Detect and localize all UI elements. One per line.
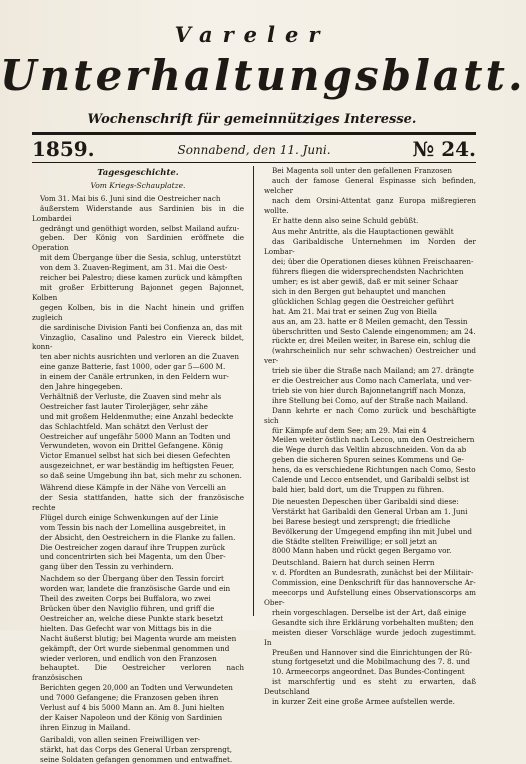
issue-number: № 24. [412,137,476,161]
text-line: Die neuesten Depeschen über Garibaldi sind diese: [272,496,459,506]
text-line: überschritten und Sesto Calende eingenommen; am 24. [272,326,476,336]
text-line: 10. Armeecorps angeordnet. Das Bundes-Contingent [272,667,465,677]
text-line: sich in den Bergen gut behauptet und manchen [272,286,446,296]
text-line: Aus mehr Antritte, als die Hauptactionen gewählt [272,227,454,237]
paragraph [264,558,476,707]
text-line: geben die sicheren Spuren seines Kommens und Ge- [272,455,464,465]
text-line: Nacht äußerst blutig; bei Magenta wurde am meisten [40,633,237,643]
text-line: die Städte stellten Freiwillige; er soll jetzt an [272,536,438,546]
text-line: und concentrirten sich bei Magenta, um den Über- [40,552,226,562]
text-line: Meilen weiter östlich nach Lecco, um den Oestreichern [272,435,475,445]
text-line: vom Tessin bis nach der Lomellina ausgebreitet, in [40,522,226,532]
text-line: Verstärkt hat Garibaldi den General Urban am 1. Juni [272,506,468,516]
text-line: Oestreicher auf ungefähr 5000 Mann an Todten und [40,431,231,441]
text-line: trieb sie von hier durch Bajonnetangriff nach Monza, [272,385,466,395]
text-line: und 7000 Gefangene; die Franzosen geben ihren [40,693,219,703]
text-line: rhein vorgeschlagen. Derselbe ist der Art, daß einige [272,607,467,617]
text-line: Oestreicher fast lauter Tirolerjäger, sehr zähe [40,401,208,411]
text-line: das Schlachtfeld. Man schätzt den Verlust der [40,421,209,431]
text-line: Theil des zweiten Corps bei Buffalora, wo zwei [40,594,211,604]
text-line: (wahrscheinlich nur sehr schwachen) Oestreicher und ver- [264,346,476,366]
text-line: äußerstem Widerstande aus Sardinien bis in die Lombardei [32,203,244,223]
text-line: von dem 3. Zuaven-Regiment, am 31. Mai die Oest- [40,263,228,273]
text-line: worden war, landete die französische Garde und ein [40,584,231,594]
text-line: das Garibaldische Unternehmen im Norden der Lombar- [264,237,476,257]
section-title: Tagesgeschichte. [97,168,179,178]
text-line: gedrängt und genöthigt worden, selbst Mailand aufzu- [40,223,240,233]
text-line: hens, da es verschiedene Richtungen nach Como, Sesto [272,465,476,475]
masthead-small-title: Vareler [174,22,330,47]
text-line: rückte er, drei Meilen weiter, in Barese ein, schlug die [272,336,471,346]
masthead-subtitle: Wochenschrift für gemeinnütziges Interesse. [87,112,417,127]
paragraph [264,227,476,494]
text-line: bei Barese besiegt und zersprengt; die friedliche [272,516,451,526]
text-line: Dann kehrte er nach Como zurück und beschäftigte sich [264,405,476,425]
text-line: der Absicht, den Oestreichern in die Flanke zu fallen. [40,532,236,542]
header-rule-bottom [32,162,476,163]
text-line: Verlust auf 4 bis 5000 Mann an. Am 8. Juni hielten [40,703,225,713]
text-line: Calende und Lecco entsendet, und Garibaldi selbst ist [272,475,470,485]
text-line: meecorps und Aufstellung eines Observationscorps am Ober- [264,588,476,607]
paragraph [264,166,476,225]
text-line: v. d. Pfordten an Bundesrath, zunächst bei der Militair- [272,568,474,578]
text-line: führers fliegen die widersprechendsten Nachrichten [272,267,464,277]
text-line: hielten. Das Gefecht war von Mittags bis in die [40,623,212,633]
dateline [32,137,476,161]
text-line: der Sesia stattfanden, hatte sich der französische rechte [32,493,244,512]
paragraph [32,194,244,481]
text-line: geben. Der König von Sardinien eröffnete die Operation [32,233,244,253]
text-line: auch der famose General Espinasse sich befinden, welcher [264,175,476,195]
text-line: ten aber nichts ausrichten und verloren an die Zuaven [40,352,240,362]
paragraph [32,574,244,733]
text-line: Oestreicher an, welche diese Punkte stark besetzt [40,613,224,623]
text-line: er die Oestreicher aus Como nach Camerlata, und ver- [272,376,472,386]
text-line: Verwundeten, wovon ein Drittel Gefangene. König [40,441,224,451]
text-line: Während diese Kämpfe in der Nähe von Vercelli an [40,483,226,493]
text-line: Flügel durch einige Schwenkungen auf der Linie [40,512,219,522]
text-line: seine Soldaten gefangen genommen und entwaffnet. [40,754,233,764]
text-line: in einem der Canäle ertrunken, in den Feldern wur- [40,372,229,382]
text-line: ist marschfertig und es steht zu erwarten, daß Deutschland [264,677,476,697]
masthead-title: Unterhaltungsblatt. [0,51,526,100]
text-line: Gesandte sich ihre Erklärung vorbehalten mußten; den [272,617,474,627]
text-line: Garibaldi, von allen seinen Freiwilligen ver- [40,734,201,744]
text-line: wieder verloren, und endlich von den Franzosen [40,653,217,663]
text-line: so daß seine Umgebung ihn bat, sich mehr zu schonen. [40,471,242,481]
text-line: bald hier, bald dort, um die Truppen zu führen. [272,485,444,494]
text-line: reicher bei Palestro; diese kamen zurück und kämpften [40,273,243,283]
text-line: mit großer Erbitterung Bajonnet gegen Bajonnet, Kolben [32,282,244,302]
text-line: die Wege durch das Veltlin abzuschneiden. Von da ab [272,445,467,455]
text-line: der Kaiser Napoleon und der König von Sardinien [40,712,223,722]
text-line: nach dem Orsini-Attentat ganz Europa mißregieren wollte. [264,195,476,215]
text-line: ihre Stellung bei Como, auf der Straße nach Mailand. [272,395,468,405]
section-subtitle: Vom Kriegs-Schauplatze. [90,180,186,190]
text-line: behauptet. Die Oestreicher verloren nach französischen [32,663,244,683]
text-line: und mit großem Heldenmuthe; eine Anzahl bedeckte [40,411,234,421]
text-line: den Jahre hingegeben. [40,382,123,392]
text-line: dei; über die Operationen dieses kühnen Freischaaren- [272,257,474,267]
text-line: Preußen und Hannover sind die Einrichtungen der Rü- [272,647,472,657]
article-columns [32,166,476,764]
text-line: umher; es ist aber gewiß, daß er mit seiner Schaar [272,276,459,286]
text-line: Er hatte denn also seine Schuld gebüßt. [272,215,419,225]
paragraph [264,497,476,556]
text-line: die sardinische Division Fanti bei Confienza an, das mit [40,322,243,332]
text-line: Vom 31. Mai bis 6. Juni sind die Oestreicher nach [40,193,221,203]
header-rule-top [32,132,476,135]
text-line: Brücken über den Naviglio führen, und griff die [40,603,215,613]
left-column [32,166,244,764]
issue-year: 1859. [32,137,95,161]
text-line: gang über den Tessin zu verhindern. [40,562,174,572]
text-line: mit dem Übergange über die Sesia, schlug, unterstützt [40,253,241,263]
text-line: ihren Einzug in Mailand. [40,722,131,732]
text-line: eine ganze Batterie, fast 1000, oder gar 5—600 M. [40,362,226,372]
text-line: meisten dieser Vorschläge wurde jedoch zugestimmt. In [264,627,476,647]
text-line: Verhältniß der Verluste, die Zuaven sind mehr als [40,391,222,401]
text-line: für Kämpfe auf dem See; am 29. Mai ein 4 [272,425,427,435]
issue-date: Sonnabend, den 11. Juni. [177,143,331,157]
column-divider [253,166,254,616]
text-line: Bevölkerung der Umgegend empfing ihn mit Jubel und [272,526,472,536]
text-line: Victor Emanuel selbst hat sich bei diesen Gefechten [40,451,231,461]
text-line: aus an, am 23. hatte er 8 Meilen gemacht, den Tessin [272,316,468,326]
text-line: glücklichen Schlag gegen die Oestreicher geführt [272,296,454,306]
paragraph [32,483,244,572]
text-line: stärkt, hat das Corps des General Urban zersprengt, [40,744,233,754]
text-line: Berichten gegen 20,000 an Todten und Verwundeten [40,683,233,693]
text-line: Commission, eine Denkschrift für das hannoversche Ar- [272,578,476,588]
text-line: stung fortgesetzt und die Mobilmachung des 7. 8. und [272,657,471,667]
paragraph [32,735,244,764]
right-column [264,166,476,707]
text-line: ausgezeichnet, er war beständig im heftigsten Feuer, [40,461,235,471]
text-line: Nachdem so der Übergang über den Tessin forcirt [40,574,224,584]
text-line: Deutschland. Baiern hat durch seinen Herrn [272,558,435,568]
text-line: 8000 Mann haben und rückt gegen Bergamo vor. [272,546,452,556]
text-line: gekämpft, der Ort wurde siebenmal genommen und [40,643,230,653]
text-line: Bei Magenta soll unter den gefallenen Franzosen [272,166,452,175]
text-line: Die Oestreicher zogen darauf ihre Truppen zurück [40,542,225,552]
text-line: Vinzaglio, Casalino und Palestro ein Viereck bildet, konn- [32,332,244,352]
text-line: trieb sie über die Straße nach Mailand; am 27. drängte [272,366,474,376]
text-line: hat. Am 21. Mai trat er seinen Zug von Biella [272,306,437,316]
text-line: gegen Kolben, bis in die Nacht hinein und griffen zugleich [32,302,244,322]
text-line: in kurzer Zeit eine große Armee aufstellen werde. [272,697,455,707]
